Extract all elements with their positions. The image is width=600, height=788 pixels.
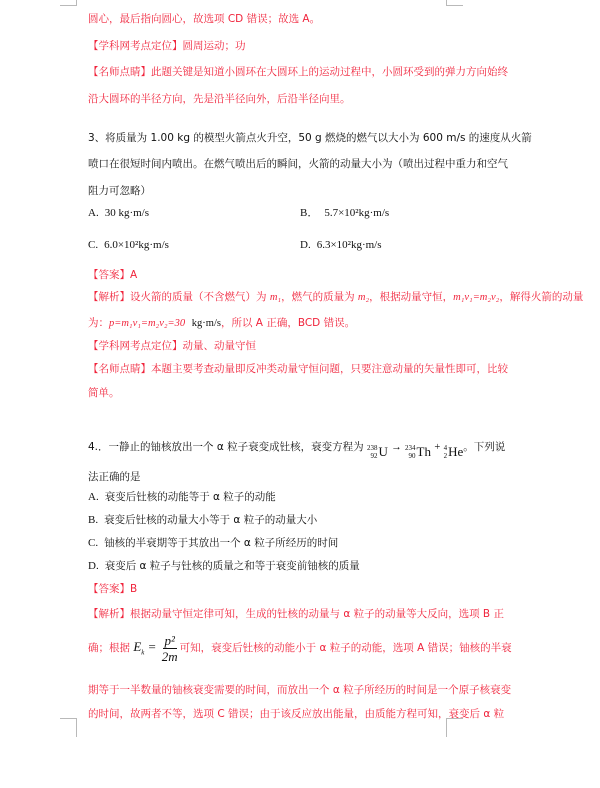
q4-option-b (88, 513, 317, 527)
m1-symbol: m₁ (269, 292, 282, 303)
option-label: A. (88, 491, 99, 503)
q3-stem-line1: 3、将质量为 1.00 kg 的模型火箭点火升空，50 g 燃烧的燃气以大小为 600 m/s 的速度从火箭 (88, 132, 532, 144)
q3-option-d (300, 238, 382, 252)
q3-dianjing-line1: 【名师点睛】本题主要考查动量即反冲类动量守恒问题，只要注意动量的矢量性即可，比较 (88, 363, 508, 375)
page-corner-bottom-left (60, 718, 77, 737)
q3-answer: 【答案】A (88, 269, 138, 281)
plus-sign: + (434, 442, 441, 453)
text: 可知，衰变后钍核的动能小于 α 粒子的动能，选项 A 错误；铀核的半衰 (179, 642, 512, 654)
text: ，根据动量守恒， (369, 291, 454, 303)
text: 确；根据 (88, 642, 130, 654)
nuclide-thorium (405, 442, 431, 462)
option-label: B． (300, 207, 319, 219)
q3-option-c (88, 238, 169, 252)
q4-jiexi-line1: 【解析】根据动量守恒定律可知，生成的钍核的动量与 α 粒子的动量等大反向，选项 B 正 (88, 608, 504, 620)
mass-number: 4 (443, 444, 448, 452)
formula-fraction (162, 633, 178, 664)
q4-jiexi-line4: 的时间，故两者不等，选项 C 错误；由于该反应放出能量，由质能方程可知，衰变后 α 粒 (88, 708, 505, 720)
nuclide-uranium (367, 442, 388, 462)
m2-symbol: m₂ (357, 292, 370, 303)
charge-number: 90 (408, 452, 416, 460)
option-text: 6.3×10²kg·m/s (316, 239, 382, 251)
text: 4.．一静止的铀核放出一个 α 粒子衰变成钍核，衰变方程为 (88, 441, 364, 453)
option-text: 衰变后钍核的动量大小等于 α 粒子的动量大小 (104, 514, 318, 526)
option-label: A. (88, 207, 99, 219)
q4-stem-line2: 法正确的是 (88, 471, 141, 483)
kinetic-energy-symbol: $E_k$ = (133, 639, 157, 657)
prev-explanation-tail: 圆心，最后指向圆心，故选项 CD 错误；故选 A。 (88, 13, 321, 25)
text: 【解析】设火箭的质量（不含燃气）为 (88, 291, 270, 303)
page-corner-top-left (60, 0, 77, 6)
q3-jiexi-line2 (88, 316, 355, 331)
prev-kaodian: 【学科网考点定位】圆周运动；功 (88, 40, 246, 52)
q3-option-b (300, 206, 389, 220)
element-symbol: He (448, 444, 464, 459)
unit: kg·m/s (191, 318, 221, 329)
arrow-icon: → (391, 442, 402, 453)
option-text: 30 kg·m/s (104, 207, 150, 219)
option-label: C. (88, 537, 99, 549)
q3-option-a (88, 206, 149, 220)
option-text: 衰变后钍核的动能等于 α 粒子的动能 (104, 491, 276, 503)
mass-number: 238 (366, 444, 378, 452)
charge-number: 2 (443, 452, 448, 460)
prev-dianjing-line2: 沿大圆环的半径方向，先是沿半径向外，后沿半径向里。 (88, 93, 351, 105)
q3-stem-line2: 喷口在很短时间内喷出。在燃气喷出后的瞬间，火箭的动量大小为（喷出过程中重力和空气 (88, 158, 508, 170)
q4-answer: 【答案】B (88, 583, 138, 595)
option-label: C. (88, 239, 99, 251)
prev-dianjing-line1: 【名师点睛】此题关键是知道小圆环在大圆环上的运动过程中，小圆环受到的弹力方向始终 (88, 66, 508, 78)
page-corner-bottom-right (446, 718, 463, 737)
nuclide-helium (444, 442, 464, 462)
q4-jiexi-line3: 期等于一半数量的铀核衰变需要的时间，而放出一个 α 粒子所经历的时间是一个原子核衰变 (88, 684, 512, 696)
numerator: p² (164, 632, 175, 648)
option-label: B. (88, 514, 99, 526)
charge-number: 92 (370, 452, 378, 460)
q3-stem-line3: 阻力可忽略） (88, 185, 151, 197)
option-label: D. (300, 239, 311, 251)
q3-kaodian: 【学科网考点定位】动量、动量守恒 (88, 340, 256, 352)
mass-number: 234 (405, 444, 416, 452)
denominator: 2m (161, 648, 178, 664)
text: ，燃气的质量为 (281, 291, 358, 303)
text: 。下列说 (463, 441, 506, 453)
text: ，所以 A 正确，BCD 错误。 (220, 317, 356, 329)
option-text: 铀核的半衰期等于其放出一个 α 粒子所经历的时间 (104, 537, 339, 549)
q4-option-d (88, 559, 360, 573)
page-corner-top-right (446, 0, 463, 6)
q4-option-a (88, 490, 276, 504)
momentum-equation: m₁v₁=m₂v₂ (453, 292, 500, 303)
option-text: 5.7×10²kg·m/s (324, 207, 390, 219)
q4-option-c (88, 536, 338, 550)
option-text: 6.0×10²kg·m/s (104, 239, 169, 251)
option-text: 衰变后 α 粒子与钍核的质量之和等于衰变前铀核的质量 (104, 560, 360, 572)
q4-jiexi-line2 (88, 632, 512, 668)
option-label: D. (88, 560, 99, 572)
q3-jiexi-line1 (88, 290, 583, 305)
text: 为： (88, 317, 109, 329)
text: ，解得火箭的动量 (499, 291, 584, 303)
q3-dianjing-line2: 简单。 (88, 387, 120, 399)
element-symbol: U (378, 444, 388, 459)
element-symbol: Th (416, 444, 431, 459)
momentum-result: p=m₁v₁=m₂v₂=30 (109, 318, 186, 329)
q4-stem-line1 (88, 437, 505, 462)
